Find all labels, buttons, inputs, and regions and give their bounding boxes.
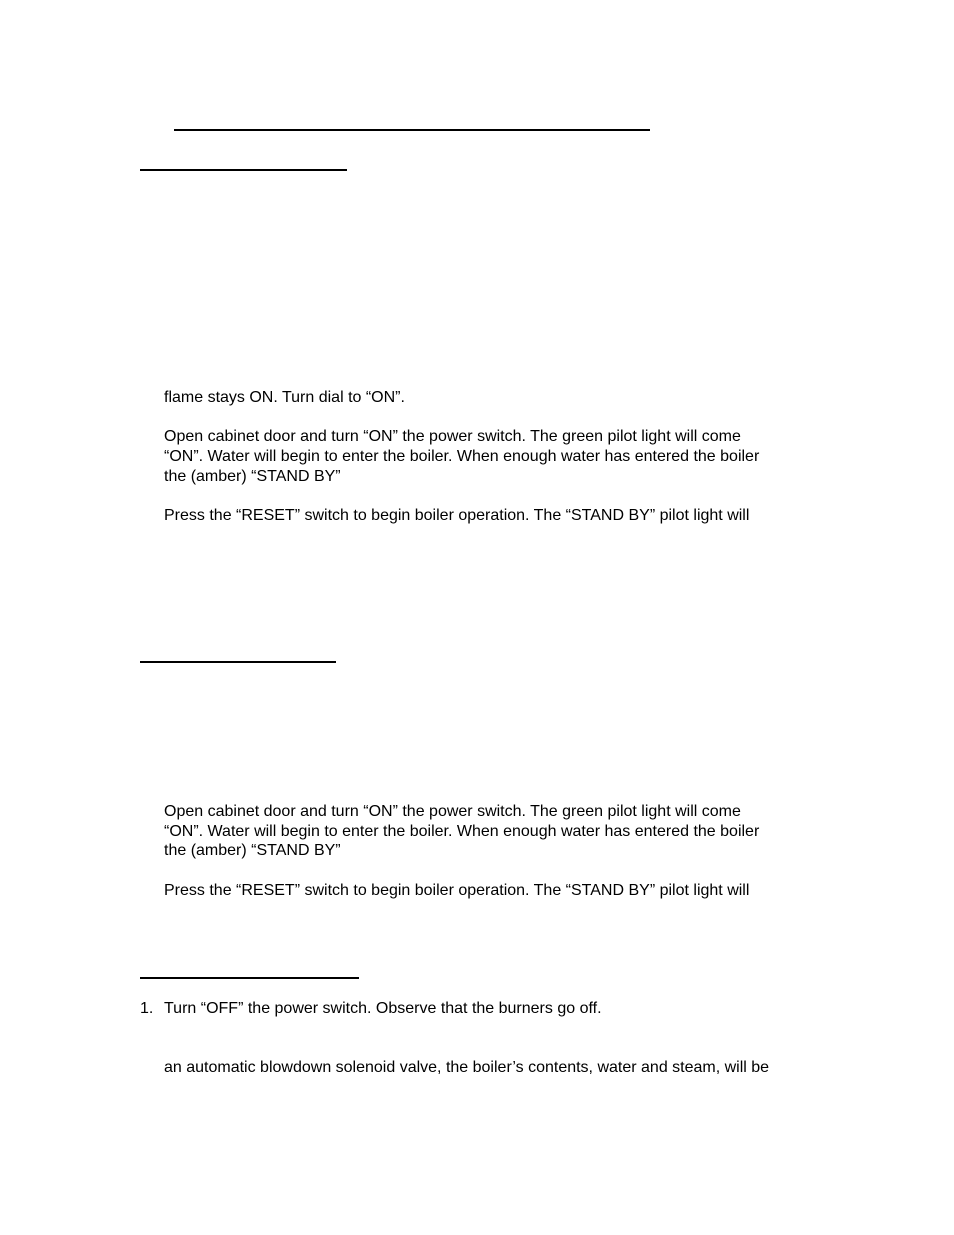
paragraph-reset: Press the “RESET” switch to begin boiler operation. The “STAND BY” pilot light will <box>164 882 750 899</box>
section-heading-underline <box>140 977 359 979</box>
section-heading-underline <box>140 661 336 663</box>
paragraph-blowdown: an automatic blowdown solenoid valve, the boiler’s contents, water and steam, will be <box>164 1059 770 1076</box>
paragraph-cabinet-line-3: the (amber) “STAND BY” <box>164 842 341 859</box>
list-item-number: 1. <box>140 1000 154 1017</box>
paragraph-flame-stays-on: flame stays ON. Turn dial to “ON”. <box>164 389 405 406</box>
section-heading-underline <box>140 169 347 171</box>
list-item-text: Turn “OFF” the power switch. Observe that the burners go off. <box>164 1000 602 1017</box>
paragraph-cabinet-line-1: Open cabinet door and turn “ON” the power switch. The green pilot light will come <box>164 803 741 820</box>
title-underline <box>174 129 650 131</box>
paragraph-cabinet-line-2: “ON”. Water will begin to enter the boiler. When enough water has entered the boiler <box>164 448 760 465</box>
paragraph-reset: Press the “RESET” switch to begin boiler operation. The “STAND BY” pilot light will <box>164 507 750 524</box>
paragraph-cabinet-line-3: the (amber) “STAND BY” <box>164 468 341 485</box>
paragraph-cabinet-line-1: Open cabinet door and turn “ON” the power switch. The green pilot light will come <box>164 428 741 445</box>
paragraph-cabinet-line-2: “ON”. Water will begin to enter the boiler. When enough water has entered the boiler <box>164 823 760 840</box>
